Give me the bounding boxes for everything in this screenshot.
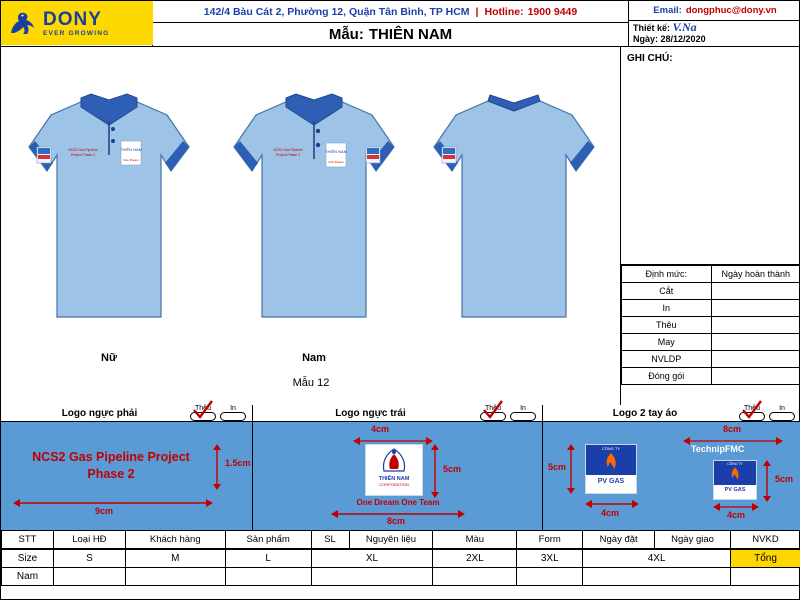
order-table xyxy=(1,530,800,549)
logo-spec-sleeves xyxy=(543,405,800,530)
table-row xyxy=(622,317,800,334)
process-value[interactable] xyxy=(711,283,800,300)
col-stt: STT xyxy=(2,531,54,549)
main-area xyxy=(1,47,800,405)
table-row xyxy=(622,368,800,385)
col-form: Form xyxy=(517,531,583,549)
svg-text:THIÊN NAM: THIÊN NAM xyxy=(120,147,142,152)
option-in-label: In xyxy=(779,405,785,412)
option-in-label: In xyxy=(230,405,236,412)
model-title xyxy=(153,23,628,46)
size-table xyxy=(1,549,800,586)
emblem-sub: CORPORATION xyxy=(379,482,409,487)
drawing-canvas xyxy=(1,47,621,405)
process-label: Thêu xyxy=(622,317,712,334)
table-row xyxy=(622,334,800,351)
qty-2xl[interactable] xyxy=(433,568,517,586)
date-label: Ngày: xyxy=(633,34,659,44)
technipfmc-label: TechnipFMC xyxy=(691,444,745,454)
logo-spec-title: Logo ngực trái xyxy=(335,407,406,419)
option-in-oval[interactable] xyxy=(769,412,795,421)
process-label: NVLDP xyxy=(622,351,712,368)
header-right xyxy=(629,1,800,46)
logo-spec-left-chest xyxy=(253,405,543,530)
table-row xyxy=(622,283,800,300)
logo-spec-row xyxy=(1,405,800,530)
process-value[interactable]: Ngày hoàn thành xyxy=(711,266,800,283)
process-value[interactable] xyxy=(711,334,800,351)
shirt-label-female: Nữ xyxy=(101,352,117,364)
header-center xyxy=(153,1,629,46)
option-in[interactable] xyxy=(220,405,246,421)
qty-3xl[interactable] xyxy=(517,568,583,586)
size-s: S xyxy=(53,550,125,568)
hotline-value: 1900 9449 xyxy=(527,5,578,18)
svg-text:One Dream: One Dream xyxy=(123,158,139,162)
pvgas-small-bottom: PV GAS xyxy=(724,487,746,493)
option-theu-label: Thêu xyxy=(485,405,501,412)
size-3xl: 3XL xyxy=(517,550,583,568)
email-label: Email: xyxy=(653,5,682,16)
right-chest-text-line2: Phase 2 xyxy=(87,467,135,481)
size-m: M xyxy=(125,550,225,568)
qty-row-label: Nam xyxy=(2,568,54,586)
option-in-label: In xyxy=(520,405,526,412)
left-sleeve-height-arrow xyxy=(565,444,581,494)
bottom-tables xyxy=(1,530,800,600)
option-theu[interactable] xyxy=(739,405,765,421)
contact-separator: | xyxy=(475,5,479,18)
qty-total[interactable] xyxy=(731,568,800,586)
table-row xyxy=(2,550,800,568)
svg-text:THIÊN NAM: THIÊN NAM xyxy=(325,149,347,154)
size-row-label: Size xyxy=(2,550,54,568)
email-line xyxy=(629,1,800,21)
email-value: dongphuc@dony.vn xyxy=(685,5,777,16)
col-mau: Màu xyxy=(433,531,517,549)
option-in-oval[interactable] xyxy=(510,412,536,421)
qty-4xl[interactable] xyxy=(583,568,731,586)
designer-label: Thiết kế: xyxy=(633,23,671,33)
company-address: 142/4 Bàu Cát 2, Phường 12, Quận Tân Bình, TP HCM xyxy=(203,5,470,18)
kangaroo-icon xyxy=(5,7,39,41)
brand-logo-box xyxy=(1,1,153,46)
table-row xyxy=(622,300,800,317)
qty-s[interactable] xyxy=(53,568,125,586)
pvgas-top-label: CÔNG TY xyxy=(601,446,621,451)
model-name: THIÊN NAM xyxy=(368,26,453,43)
pvgas-small-top: CÔNG TY xyxy=(727,462,743,466)
svg-text:NCS2 Gas Pipeline: NCS2 Gas Pipeline xyxy=(273,148,303,152)
table-row xyxy=(2,568,800,586)
logo-spec-preview xyxy=(253,422,542,530)
pvgas-bottom-label: PV GAS xyxy=(597,478,625,485)
logo-spec-title: Logo 2 tay áo xyxy=(612,407,678,419)
date-line xyxy=(633,34,797,45)
brand-name: DONY xyxy=(43,8,102,30)
col-sl: SL xyxy=(311,531,349,549)
process-label: May xyxy=(622,334,712,351)
col-loai-hd: Loại HĐ xyxy=(53,531,125,549)
left-chest-slogan: One Dream One Team xyxy=(356,498,440,507)
process-value[interactable] xyxy=(711,317,800,334)
process-value[interactable] xyxy=(711,351,800,368)
logo-spec-preview xyxy=(1,422,252,530)
qty-m[interactable] xyxy=(125,568,225,586)
option-theu-label: Thêu xyxy=(195,405,211,412)
model-label: Mẫu: xyxy=(328,26,364,43)
svg-text:Project Phase 2: Project Phase 2 xyxy=(71,153,95,157)
right-chest-height: 1.5cm xyxy=(225,458,251,468)
right-sleeve-width: 8cm xyxy=(723,424,742,434)
process-label: Định mức: xyxy=(622,266,712,283)
left-sleeve-height: 5cm xyxy=(548,462,567,472)
col-nguyen-lieu: Nguyên liệu xyxy=(349,531,433,549)
shirt-front-male xyxy=(226,85,402,345)
header-contact-line xyxy=(153,1,628,23)
thien-nam-emblem xyxy=(365,444,423,496)
option-in-oval[interactable] xyxy=(220,412,246,421)
process-value[interactable] xyxy=(711,300,800,317)
option-theu-label: Thêu xyxy=(744,405,760,412)
right-panel xyxy=(621,47,800,405)
pvgas-logo-small xyxy=(713,460,757,500)
size-2xl: 2XL xyxy=(433,550,517,568)
emblem-title: THIÊN NAM xyxy=(378,476,410,482)
notes-title: GHI CHÚ: xyxy=(627,53,673,64)
option-theu-oval[interactable] xyxy=(480,412,506,421)
designer-value: V.Na xyxy=(672,20,697,34)
left-chest-height: 5cm xyxy=(443,464,462,474)
option-theu[interactable] xyxy=(190,405,216,421)
option-in[interactable] xyxy=(769,405,795,421)
qty-l[interactable] xyxy=(225,568,311,586)
option-in[interactable] xyxy=(510,405,536,421)
logo-spec-preview xyxy=(543,422,800,530)
right-sleeve-small-width: 4cm xyxy=(727,510,746,520)
process-label: Đóng gói xyxy=(622,368,712,385)
shirt-label-male: Nam xyxy=(302,352,326,364)
option-theu-oval[interactable] xyxy=(739,412,765,421)
process-label: In xyxy=(622,300,712,317)
designer-line xyxy=(633,22,797,34)
col-nvkd: NVKD xyxy=(731,531,800,549)
svg-text:One Dream: One Dream xyxy=(328,160,344,164)
process-value[interactable] xyxy=(711,368,800,385)
document-header xyxy=(1,1,800,47)
logo-spec-title: Logo ngực phải xyxy=(61,407,138,419)
left-chest-width: 8cm xyxy=(387,516,406,526)
col-san-pham: Sản phẩm xyxy=(225,531,311,549)
right-sleeve-height-arrow xyxy=(761,460,775,502)
pvgas-logo xyxy=(585,444,637,494)
logo-spec-right-chest xyxy=(1,405,253,530)
right-sleeve-height: 5cm xyxy=(775,474,794,484)
left-sleeve-width: 4cm xyxy=(601,508,620,518)
shirt-front-female xyxy=(21,85,197,345)
col-ngay-giao: Ngày giao xyxy=(655,531,731,549)
size-4xl: 4XL xyxy=(583,550,731,568)
technipfmc-logo xyxy=(691,444,744,454)
process-label: Cắt xyxy=(622,283,712,300)
right-chest-width: 9cm xyxy=(95,506,114,516)
size-xl: XL xyxy=(311,550,433,568)
shirt-back xyxy=(426,85,602,345)
right-chest-text-line1: NCS2 Gas Pipeline Project xyxy=(32,450,190,464)
left-chest-top-dim: 4cm xyxy=(371,424,390,434)
option-theu[interactable] xyxy=(480,405,506,421)
notes-box xyxy=(621,47,800,265)
col-khach-hang: Khách hàng xyxy=(125,531,225,549)
table-row xyxy=(622,351,800,368)
qty-xl[interactable] xyxy=(311,568,433,586)
total-label: Tổng xyxy=(731,550,800,568)
svg-text:NCS2 Gas Pipeline: NCS2 Gas Pipeline xyxy=(68,148,98,152)
brand-tagline: EVER GROWING xyxy=(43,29,110,37)
model-caption: Mẫu 12 xyxy=(292,377,330,389)
col-ngay-dat: Ngày đặt xyxy=(583,531,655,549)
hotline-label: Hotline: xyxy=(484,5,524,18)
date-value: 28/12/2020 xyxy=(660,34,706,44)
table-header-row xyxy=(2,531,800,549)
table-row xyxy=(622,266,800,283)
size-l: L xyxy=(225,550,311,568)
process-table xyxy=(621,265,800,385)
option-theu-oval[interactable] xyxy=(190,412,216,421)
svg-text:Project Phase 2: Project Phase 2 xyxy=(276,153,300,157)
